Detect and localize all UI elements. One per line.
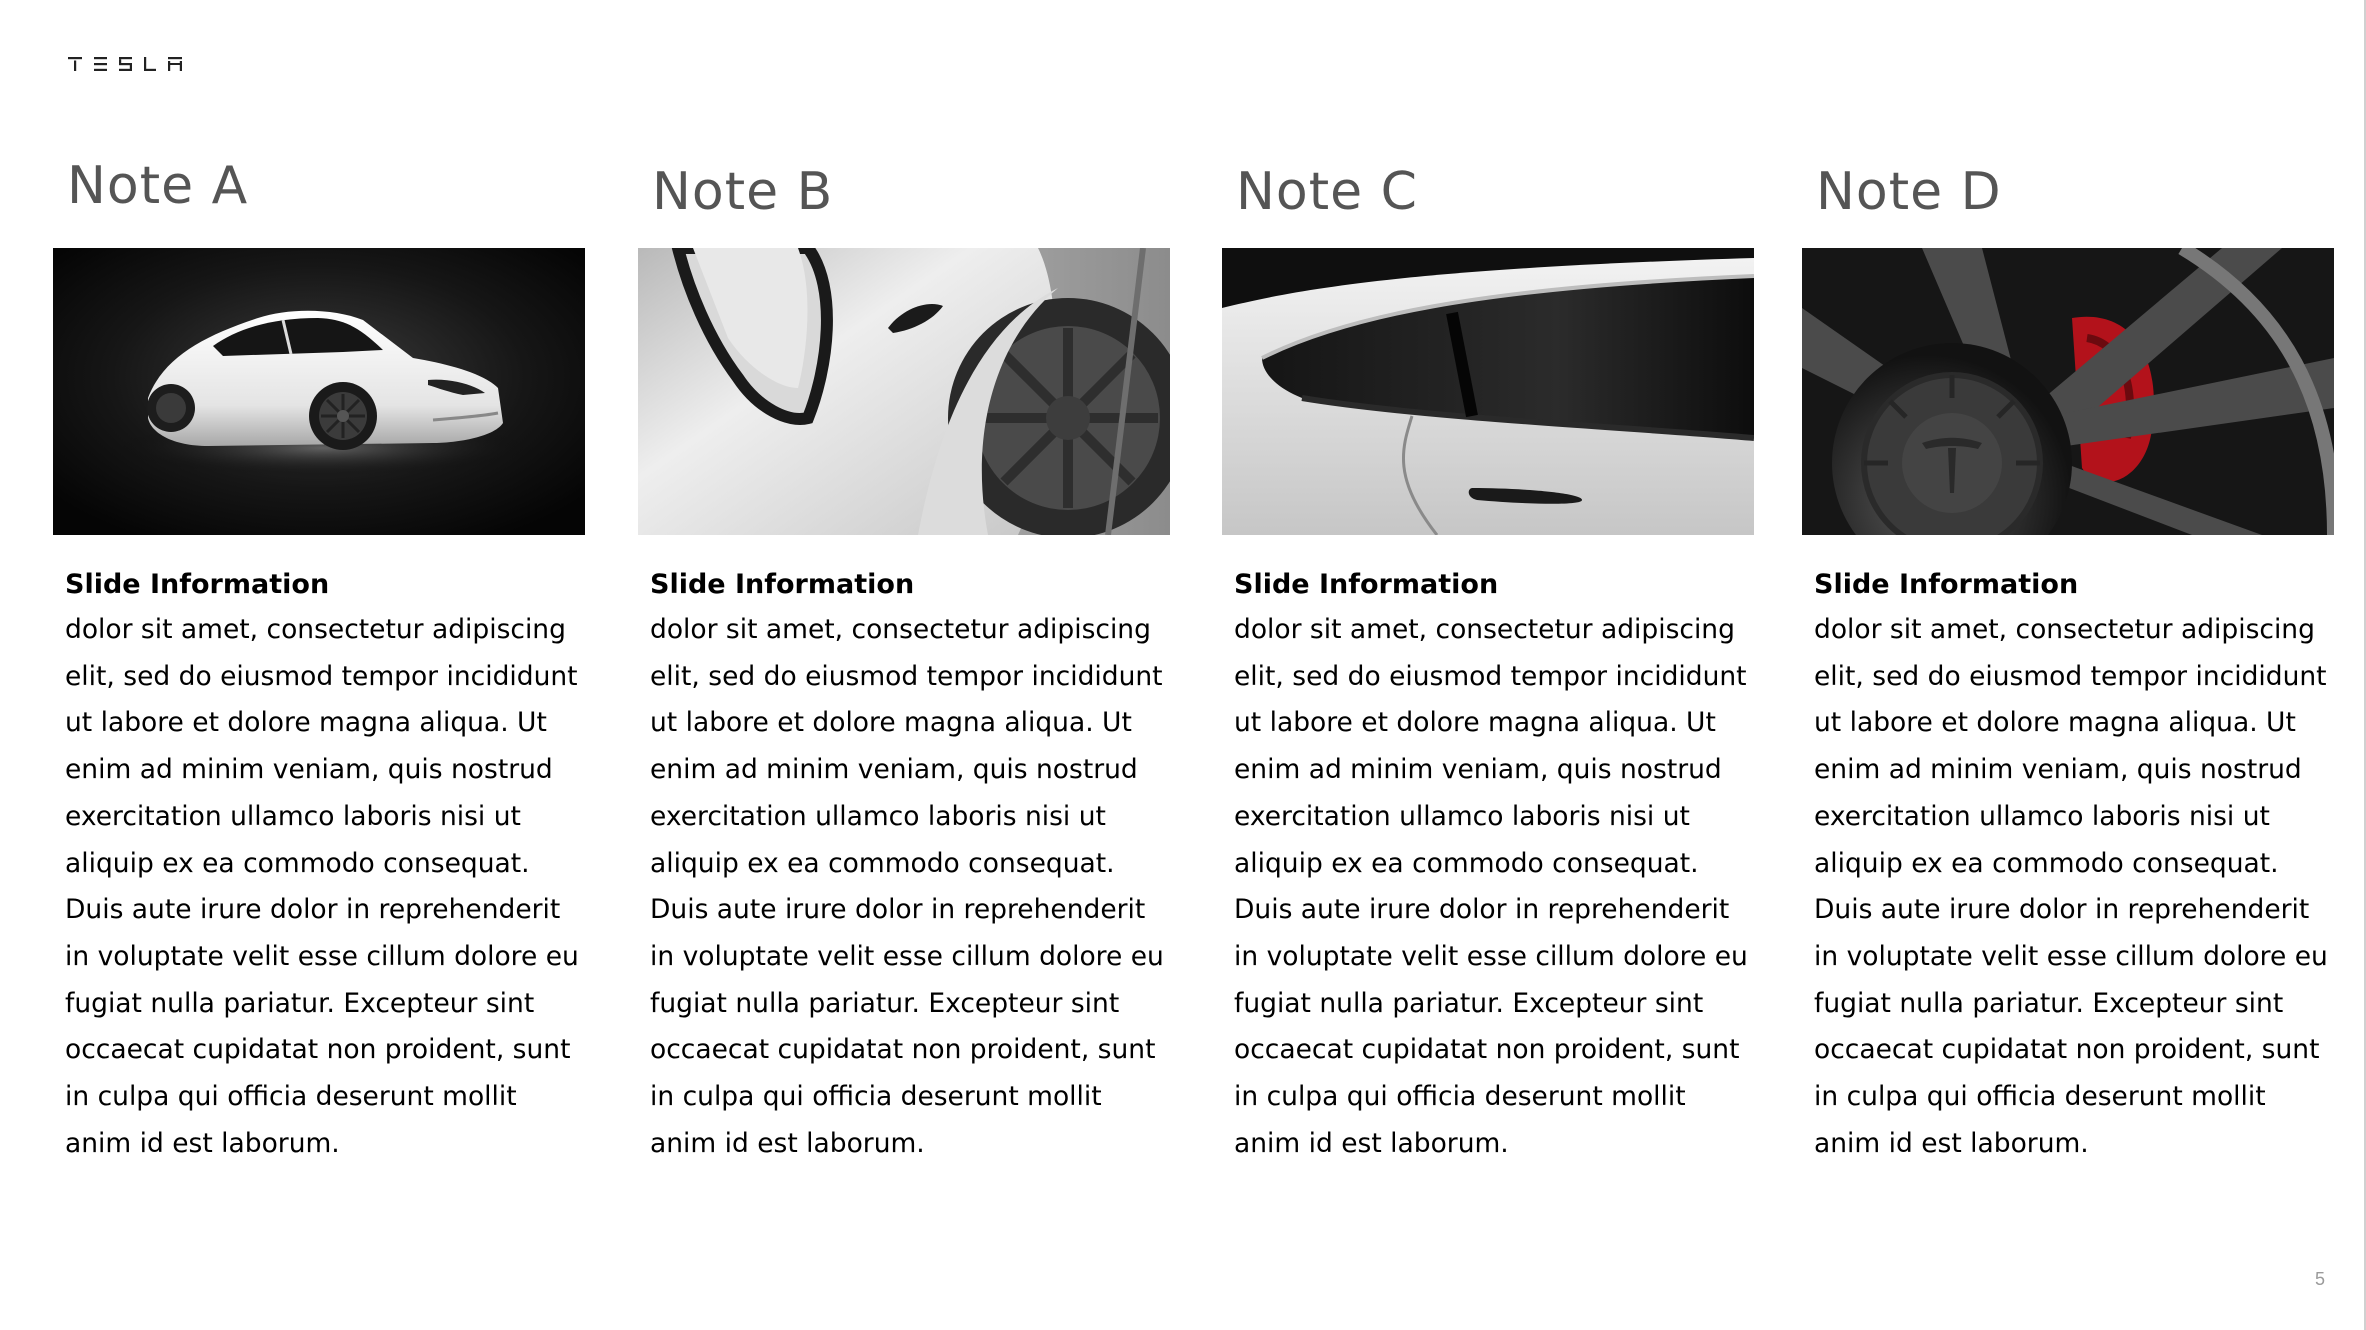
note-d-title: Note D — [1816, 162, 2002, 222]
mirror-and-wheel-image-icon — [638, 248, 1170, 535]
wheel-hub-image-icon — [1802, 248, 2334, 535]
window-and-handle-image-icon — [1222, 248, 1754, 535]
note-d-column — [1802, 162, 2334, 1266]
note-a-info — [65, 563, 585, 1167]
note-b-info — [650, 563, 1170, 1167]
note-b-title: Note B — [652, 162, 834, 222]
note-b-body: dolor sit amet, consectetur adipiscing elit, sed do eiusmod tempor incididunt ut labore et dolore magna aliqua. Ut enim ad minim veniam, quis nostrud exercitation ullamco laboris nisi ut aliquip ex ea commodo consequat. Duis aute irure dolor in reprehenderit in voluptate velit esse cillum dolore eu fugiat nulla pariatur. Excepteur sint occaecat cupidatat non proident, sunt in culpa qui officia deserunt mollit anim id est laborum. — [650, 614, 1164, 1159]
note-a-title: Note A — [67, 156, 249, 216]
note-b-column — [638, 162, 1170, 1266]
note-c-info — [1234, 563, 1754, 1167]
tesla-wordmark-icon — [68, 57, 186, 71]
note-a-photo — [53, 248, 585, 535]
note-a-heading: Slide Information — [65, 569, 330, 600]
note-c-body: dolor sit amet, consectetur adipiscing elit, sed do eiusmod tempor incididunt ut labore et dolore magna aliqua. Ut enim ad minim veniam, quis nostrud exercitation ullamco laboris nisi ut aliquip ex ea commodo consequat. Duis aute irure dolor in reprehenderit in voluptate velit esse cillum dolore eu fugiat nulla pariatur. Excepteur sint occaecat cupidatat non proident, sunt in culpa qui officia deserunt mollit anim id est laborum. — [1234, 614, 1748, 1159]
page-number: 5 — [2314, 1269, 2325, 1289]
note-c-photo — [1222, 248, 1754, 535]
note-a-body: dolor sit amet, consectetur adipiscing elit, sed do eiusmod tempor incididunt ut labore et dolore magna aliqua. Ut enim ad minim veniam, quis nostrud exercitation ullamco laboris nisi ut aliquip ex ea commodo consequat. Duis aute irure dolor in reprehenderit in voluptate velit esse cillum dolore eu fugiat nulla pariatur. Excepteur sint occaecat cupidatat non proident, sunt in culpa qui officia deserunt mollit anim id est laborum. — [65, 614, 579, 1159]
note-c-heading: Slide Information — [1234, 569, 1499, 600]
white-car-image-icon — [53, 248, 585, 535]
note-d-photo — [1802, 248, 2334, 535]
note-c-column — [1222, 162, 1754, 1266]
note-d-heading: Slide Information — [1814, 569, 2079, 600]
note-c-title: Note C — [1236, 162, 1418, 222]
note-b-photo — [638, 248, 1170, 535]
note-b-heading: Slide Information — [650, 569, 915, 600]
tesla-logo — [68, 57, 186, 75]
note-d-info — [1814, 563, 2334, 1167]
note-a-column — [53, 156, 585, 1260]
note-d-body: dolor sit amet, consectetur adipiscing elit, sed do eiusmod tempor incididunt ut labore et dolore magna aliqua. Ut enim ad minim veniam, quis nostrud exercitation ullamco laboris nisi ut aliquip ex ea commodo consequat. Duis aute irure dolor in reprehenderit in voluptate velit esse cillum dolore eu fugiat nulla pariatur. Excepteur sint occaecat cupidatat non proident, sunt in culpa qui officia deserunt mollit anim id est laborum. — [1814, 614, 2328, 1159]
